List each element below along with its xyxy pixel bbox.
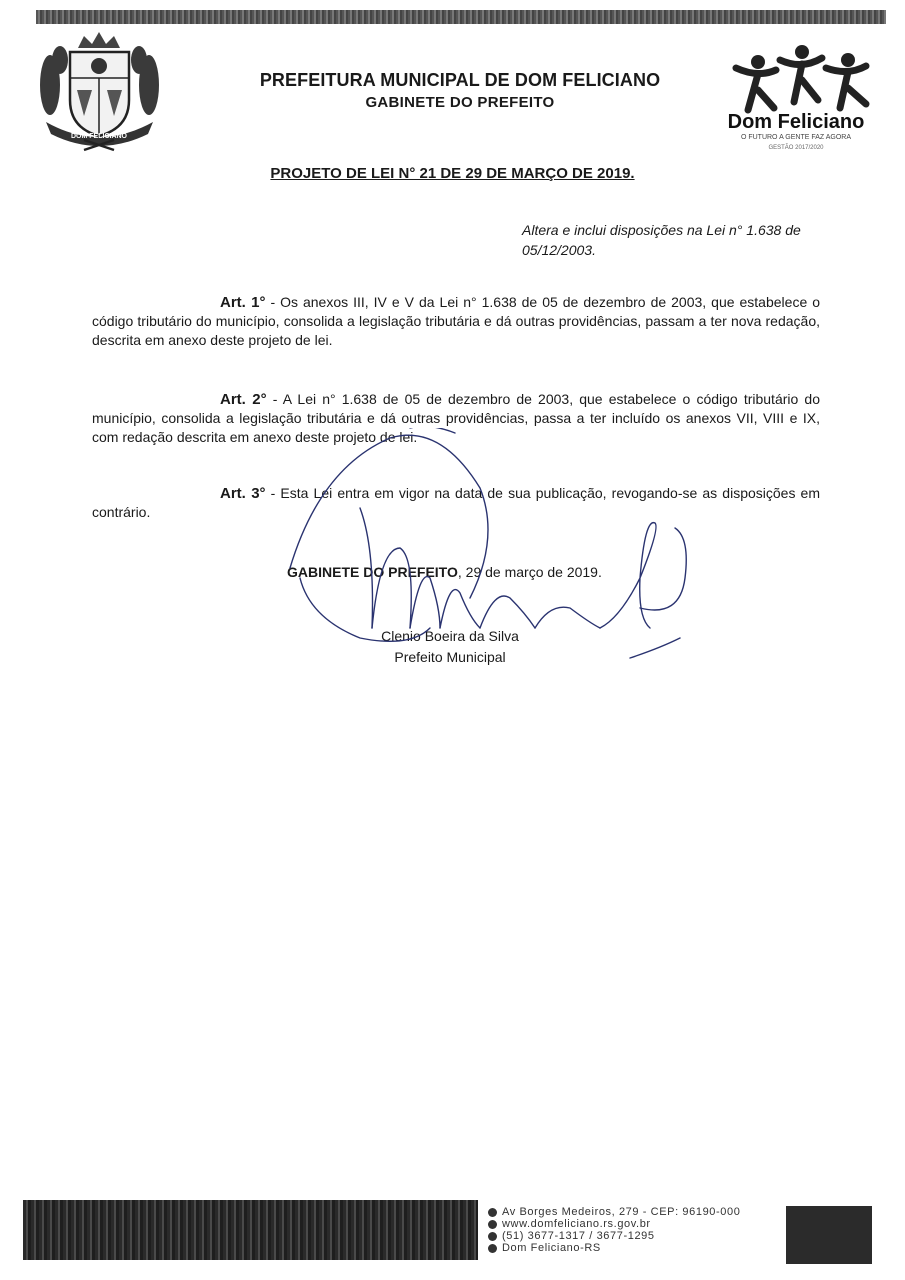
footer-address: Av Borges Medeiros, 279 - CEP: 96190-000 — [502, 1206, 741, 1218]
logo-term: GESTÃO 2017/2020 — [768, 145, 824, 151]
page-title: PREFEITURA MUNICIPAL DE DOM FELICIANO — [259, 70, 661, 90]
globe-icon — [488, 1220, 497, 1229]
footer-city: Dom Feliciano-RS — [502, 1242, 601, 1254]
phone-icon — [488, 1232, 497, 1241]
header-titles — [180, 70, 740, 111]
footer-website: www.domfeliciano.rs.gov.br — [502, 1218, 651, 1230]
article-3-text: - Esta Lei entra em vigor na data de sua publicação, revogando-se as disposições em contrário. — [92, 485, 820, 520]
footer-city-row — [488, 1242, 740, 1254]
article-1 — [92, 293, 820, 350]
closing-date: , 29 de março de 2019. — [457, 564, 602, 580]
bill-summary: Altera e inclui disposições na Lei n° 1.638 de 05/12/2003. — [522, 222, 801, 258]
footer-decorative-box — [786, 1206, 872, 1264]
article-2-text: - A Lei n° 1.638 de 05 de dezembro de 2003, que estabelece o código tributário do município, consolida a legislação tributária e dá outras providências, passa a ter incluído os anexos VII, VIII e IX, com redação descrita em anexo deste projeto de lei. — [92, 391, 820, 445]
article-2-label: Art. 2° — [220, 391, 267, 408]
crest-ribbon-text: DOM FELICIANO — [71, 133, 127, 140]
footer-phone-row — [488, 1230, 740, 1242]
footer-website-row — [488, 1218, 740, 1230]
header-decorative-bar — [36, 10, 886, 24]
article-1-label: Art. 1° — [220, 294, 266, 311]
footer-decorative-bar — [23, 1200, 478, 1260]
municipal-crest-emblem — [32, 30, 167, 152]
bill-title: PROJETO DE LEI N° 21 DE 29 DE MARÇO DE 2019. — [270, 165, 635, 182]
closing-office: GABINETE DO PREFEITO — [287, 564, 458, 580]
dom-feliciano-logo — [718, 40, 873, 155]
handwritten-signature — [280, 428, 710, 678]
logo-brand-name: Dom Feliciano — [727, 111, 865, 133]
logo-slogan: O FUTURO A GENTE FAZ AGORA — [740, 134, 852, 141]
footer-address-row — [488, 1206, 740, 1218]
signer-name: Clenio Boeira da Silva — [381, 628, 519, 644]
map-pin-icon — [488, 1244, 497, 1253]
signer-role: Prefeito Municipal — [394, 649, 506, 665]
article-1-text: - Os anexos III, IV e V da Lei n° 1.638 de 05 de dezembro de 2003, que estabelece o código tributário do município, consolida a legislação tributária e dá outras providências, passam a ter nova redação, descrita em anexo deste projeto de lei. — [92, 294, 821, 348]
article-3-label: Art. 3° — [220, 485, 266, 502]
page-subtitle: GABINETE DO PREFEITO — [365, 94, 555, 111]
location-icon — [488, 1208, 497, 1217]
footer-contact — [488, 1206, 740, 1254]
footer-phone: (51) 3677-1317 / 3677-1295 — [502, 1230, 655, 1242]
